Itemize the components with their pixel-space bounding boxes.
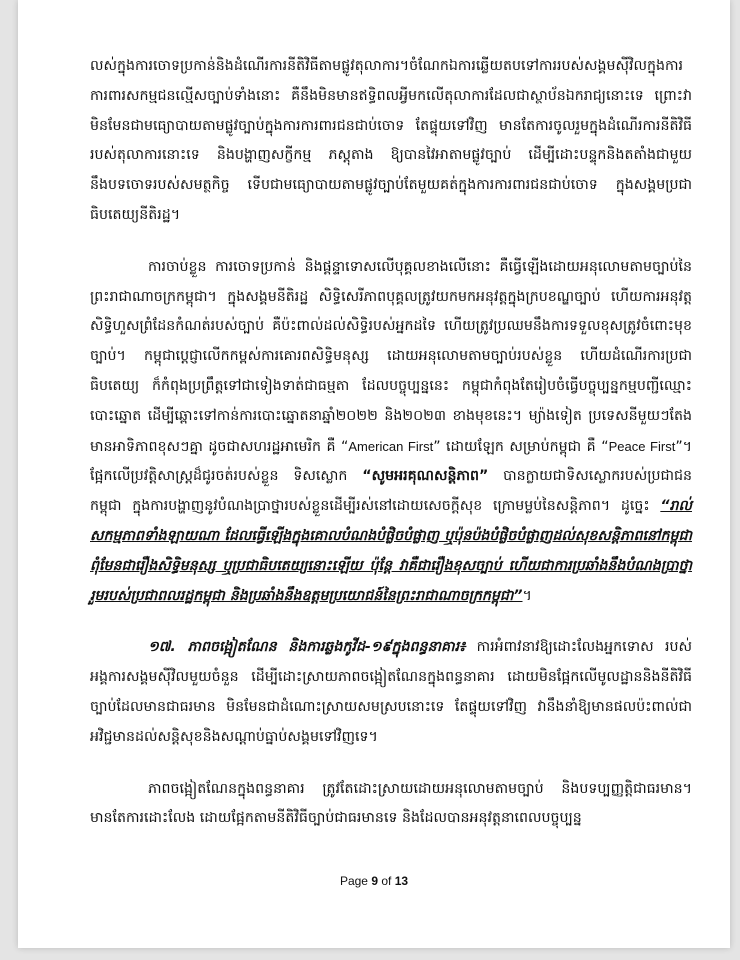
paragraph-2-end: ។: [522, 587, 532, 604]
english-phrase-american-first: American First: [348, 438, 434, 454]
page-label: Page: [339, 874, 372, 888]
paragraph-2: [90, 253, 692, 612]
current-page-number: 9: [371, 874, 378, 888]
page-footer: [18, 874, 730, 888]
document-page: [18, 0, 730, 948]
paragraph-3: [90, 633, 692, 752]
paragraph-2-text-d: បានក្លាយជាទិសស្លោករបស់ប្រជាជនកម្ពុជា ក្នុងការបង្ហាញនូវបំណងប្រាថ្នារបស់ខ្លួនដើម្បីរស់នៅដោយសេចក្តីសុខ ក្រោមម្លប់នៃសន្តិភាព។ ដូច្នេះ: [90, 468, 692, 515]
english-phrase-peace-first: Peace First: [608, 438, 676, 454]
page-of-label: of: [378, 874, 395, 888]
paragraph-2-text-c: ”។ ផ្អែកលើប្រវត្តិសាស្ត្រដ៏ជូរចត់របស់ខ្លួន ទិសស្លោក: [90, 438, 693, 485]
paragraph-2-text-b: ” ដោយឡែក សម្រាប់កម្ពុជា គឺ “: [433, 438, 609, 455]
paragraph-1: លស់ក្នុងការចោទប្រកាន់និងដំណើរការនីតិវិធីតាមផ្លូវតុលាការ។ចំណែកឯការឆ្លើយតបទៅការរបស់សង្គមស៊ីវិលក្នុងការការពារសកម្មជនល្មើសច្បាប់ទាំងនោះ គឺនឹងមិនមានឥទ្ធិពលអ្វីមកលើតុលាការដែលជាស្ថាប័នឯករាជ្យនោះទេ ព្រោះវាមិនមែនជាមធ្យោបាយតាមផ្លូវច្បាប់ក្នុងការការពារជនជាប់ចោទ តែផ្ទុយទៅវិញ មានតែការចូលរួមក្នុងដំណើរការនីតិវិធីរបស់តុលាការនោះទេ និងបង្ហាញសក្ខីកម្ម ភស្តុតាង ឱ្យបានវៃអាតាមផ្លូវច្បាប់ ដើម្បីដោះបន្ទុកនិងតតាំងជាមួយនឹងបទចោទរបស់សមត្ថកិច្ច ទើបជាមធ្យោបាយតាមផ្លូវច្បាប់តែមួយគត់ក្នុងការការពារជនជាប់ចោទ ក្នុងសង្គមប្រជាធិបតេយ្យនីតិរដ្ឋ។: [90, 58, 692, 223]
emphasized-quote: “រាល់សកម្មភាពទាំងឡាយណា ដែលធ្វើឡើងក្នុងគោលបំណងបំផ្លិចបំផ្លាញ ឬប៉ុនប៉ងបំផ្លិចបំផ្លាញដល់សុខសន្តិភាពនៅកម្ពុជា ពុំមែនជារឿងសិទ្ធិមនុស្ស ឬប្រជាធិបតេយ្យនោះឡើយ ប៉ុន្តែ វាគឺជារឿងខុសច្បាប់ ហើយជាការប្រឆាំងនឹងបំណងប្រាថ្នារួមរបស់ប្រជាពលរដ្ឋកម្ពុជា និងប្រឆាំងនឹងឧត្តមប្រយោជន៍នៃព្រះរាជាណាចក្រកម្ពុជា”: [90, 498, 692, 604]
paragraph-2-text-a: ការចាប់ខ្លួន ការចោទប្រកាន់ និងផ្តន្ទាទោសលើបុគ្គលខាងលើនោះ គឺធ្វើឡើងដោយអនុលោមតាមច្បាប់នៃព្រះរាជាណាចក្រកម្ពុជា។ ក្នុងសង្គមនីតិរដ្ឋ សិទ្ធិសេរីភាពបុគ្គលត្រូវយកមកអនុវត្តក្នុងក្របខណ្ឌច្បាប់ ហើយការអនុវត្តសិទ្ធិហួសព្រំដែនកំណត់របស់ច្បាប់ គឺប៉ះពាល់ដល់សិទ្ធិរបស់អ្នកដទៃ ហើយត្រូវប្រឈមនឹងការទទួលខុសត្រូវចំពោះមុខច្បាប់។ កម្ពុជាប្តេជ្ញាលើកកម្ពស់ការគោរពសិទ្ធិមនុស្ស ដោយអនុលោមតាមច្បាប់របស់ខ្លួន ហើយដំណើរការប្រជាធិបតេយ្យ ក៏កំពុងប្រព្រឹត្តទៅជាទៀងទាត់ជាធម្មតា ដែលបច្ចុប្បន្ននេះ កម្ពុជាកំពុងតែរៀបចំធ្វើបច្ចុប្បន្នកម្មបញ្ជីឈ្មោះបោះឆ្នោត ដើម្បីឆ្ពោះទៅកាន់ការបោះឆ្នោតនាឆ្នាំ២០២២ និង២០២៣ ខាងមុខនេះ។ ម្យ៉ាងទៀត ប្រទេសនីមួយៗតែងមានអាទិភាពខុសៗគ្នា ដូចជាសហរដ្ឋអាមេរិក គឺ “: [90, 258, 692, 455]
page-body: [90, 52, 692, 856]
paragraph-3-body: ការអំពាវនាវឱ្យដោះលែងអ្នកទោស របស់អង្គការសង្គមស៊ីវិលមួយចំនួន ដើម្បីដោះស្រាយភាពចង្អៀតណែនក្នុងពន្ធនាគារ ដោយមិនផ្អែកលើមូលដ្ឋាននិងនីតិវិធីច្បាប់ដែលមានជាធរមាន មិនមែនជាដំណោះស្រាយសមស្របនោះទេ តែផ្ទុយទៅវិញ វានឹងនាំឱ្យមានផលប៉ះពាល់ជាអវិជ្ជមានដល់សន្តិសុខនិងសណ្តាប់ធ្នាប់សង្គមទៅវិញទេ។: [90, 639, 692, 745]
paragraph-4: ភាពចង្អៀតណែនក្នុងពន្ធនាគារ ត្រូវតែដោះស្រាយដោយអនុលោមតាមច្បាប់ និងបទប្បញ្ញត្តិជាធរមាន។ មានតែការដោះលែង ដោយផ្អែកតាមនីតិវិធីច្បាប់ជាធរមានទេ និងដែលបានអនុវត្តនាពេលបច្ចុប្បន្ន: [90, 780, 692, 827]
section-heading-17: ១៧. ភាពចង្អៀតណែន និងការឆ្លងកូវីដ-១៩ក្នុងពន្ធនាគារ៖: [148, 639, 466, 656]
slogan-thank-you-peace: “សូមអរគុណសន្តិភាព”: [362, 468, 489, 485]
total-pages-number: 13: [394, 874, 409, 888]
